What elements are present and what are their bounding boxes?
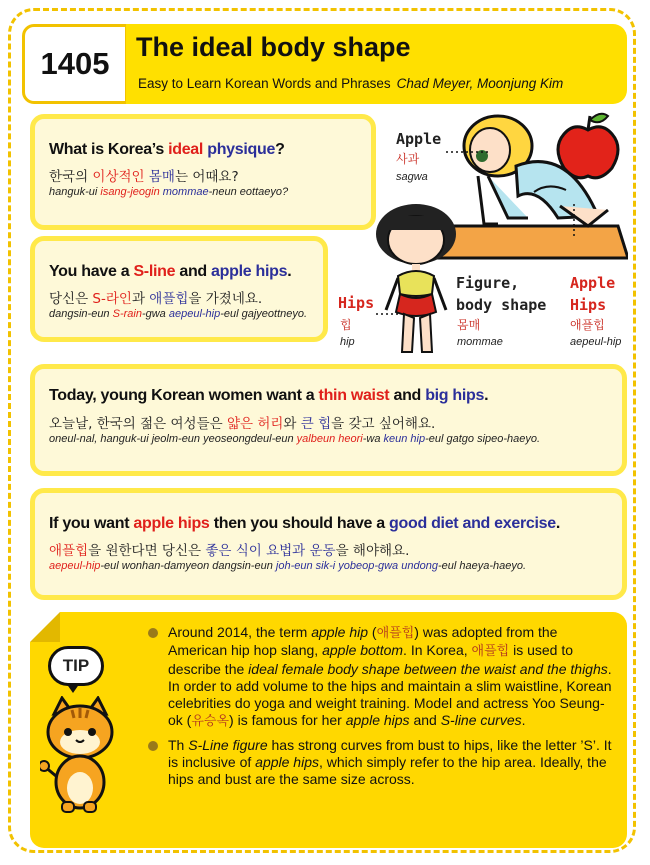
apple-illustration [558, 114, 618, 178]
tip-paragraph-1 [148, 624, 618, 731]
tip-text-segment: 애플힙 [376, 626, 415, 641]
text-segment: good diet and exercise [389, 515, 556, 532]
text-segment: joh-eun sik-i yobeop-gwa undong [275, 560, 438, 572]
tip-paragraph-1-text [168, 624, 612, 728]
label-apple-hips-rom: aepeul-hip [570, 336, 622, 348]
text-segment: ideal [168, 141, 204, 158]
text-segment: . [484, 387, 489, 404]
tip-paragraph-2-text [168, 737, 612, 788]
text-segment: -neun eottaeyo? [208, 186, 289, 198]
tip-text-segment: apple hips [345, 712, 410, 729]
bullet-icon [148, 628, 158, 638]
text-segment: You have a [49, 263, 134, 280]
text-segment: 얇은 허리 [226, 416, 284, 432]
sentence-romanization [49, 308, 307, 320]
tip-text-segment: ) was adopted from the American hip hop slang, [168, 624, 558, 659]
sentence-romanization [49, 186, 288, 198]
sentence-english [49, 263, 291, 281]
cat-mascot-icon [40, 696, 118, 816]
tip-text-segment: apple hips [255, 754, 319, 771]
sentence-korean [49, 539, 409, 559]
label-hips: Hips [338, 294, 375, 312]
text-segment: -eul gajyeottneyo. [220, 308, 308, 320]
text-segment: ? [275, 141, 285, 158]
text-segment: 오늘날, 한국의 젊은 여성들은 [49, 416, 227, 432]
label-figure: Figure, body shape [456, 274, 547, 314]
label-apple-hips: Apple Hips [570, 274, 616, 314]
label-apple-rom: sagwa [396, 171, 428, 183]
text-segment: . [287, 263, 292, 280]
text-segment: 큰 힙 [300, 416, 332, 432]
label-apple-hips-ko: 애플힙 [570, 318, 605, 332]
text-segment: 애플힙 [49, 543, 89, 559]
text-segment: If you want [49, 515, 134, 532]
girl-illustration [376, 204, 456, 352]
text-segment: S-line [133, 263, 176, 280]
tip-paragraph-2 [148, 737, 618, 789]
text-segment: -eul haeya-haeyo. [437, 560, 527, 572]
tip-text-segment: Th [168, 736, 189, 753]
lesson-number: 1405 [22, 24, 128, 104]
text-segment: -gwa [141, 308, 169, 320]
text-segment: 을 갖고 싶어해요. [331, 416, 436, 432]
sentence-korean [49, 412, 435, 432]
subtitle: Easy to Learn Korean Words and Phrases [138, 76, 391, 91]
header [22, 24, 627, 104]
text-segment: 과 [131, 291, 150, 307]
tip-text-segment: . In order to add volume to the hips and maintain a slim waistline, Korean celebrities do yoga and weight training. Model and actress Yoo Seung-ok ( [168, 660, 612, 729]
label-hips-rom: hip [340, 336, 355, 348]
label-hips-ko: 힙 [340, 318, 352, 332]
title-box [126, 24, 627, 104]
tip-text-segment: ideal female body shape between the waist and the thighs [248, 660, 608, 677]
sentence-korean [49, 165, 239, 185]
tip-text-segment: apple hip [311, 624, 369, 640]
tip-text-segment: , which simply refer to the hip area. Ideally, the hips and bust are the same size across. [168, 754, 607, 788]
text-segment: oneul-nal, hanguk-ui jeolm-eun yeoseongdeul-eun [49, 433, 297, 445]
text-segment: What is Korea’s [49, 141, 169, 158]
label-apple: Apple [396, 130, 442, 148]
sentence-korean [49, 287, 262, 307]
sentence-english [49, 141, 285, 159]
text-segment: 을 원한다면 당신은 [88, 543, 206, 559]
label-apple-ko: 사과 [396, 152, 420, 166]
text-segment: 을 가졌네요. [188, 291, 263, 307]
text-segment: apple hips [133, 515, 210, 532]
sentence-card-3 [30, 364, 627, 476]
text-segment: dangsin-eun [49, 308, 113, 320]
authors: Chad Meyer, Moonjung Kim [396, 76, 564, 91]
text-segment: keun hip [383, 433, 426, 445]
text-segment: then you should have a [209, 515, 390, 532]
sentence-card-1 [30, 114, 376, 230]
text-segment: and [389, 387, 426, 404]
text-segment: S-라인 [92, 291, 132, 307]
tip-text-segment: S-Line figure [188, 736, 268, 753]
text-segment: -eul gatgo sipeo-haeyo. [425, 433, 541, 445]
page-curl-corner [30, 612, 60, 642]
tip-text-segment: and [409, 712, 441, 729]
tip-text-segment: Around 2014, the term [168, 624, 312, 640]
sentence-english [49, 515, 560, 533]
subtitle-line [138, 76, 563, 91]
yoga-mat-illustration [434, 226, 628, 258]
sentence-card-2 [30, 236, 328, 342]
text-segment: isang-jeogin [100, 186, 160, 198]
text-segment: thin waist [318, 387, 390, 404]
text-segment: 몸매 [148, 169, 175, 185]
tip-text-segment: S-line curves [440, 712, 522, 729]
bullet-icon [148, 741, 158, 751]
text-segment: big hips [425, 387, 485, 404]
text-segment: 와 [283, 416, 301, 432]
sentence-english [49, 387, 488, 405]
tip-text-segment: has strong curves from bust to hips, like the letter ’S’. It is inclusive of [168, 736, 612, 771]
text-segment: physique [207, 141, 276, 158]
text-segment: apple hips [211, 263, 288, 280]
tip-text-segment: 애플힙 [471, 644, 510, 660]
label-figure-rom: mommae [457, 336, 503, 348]
text-segment: . [555, 515, 560, 532]
text-segment: Today, young Korean women want a [49, 387, 319, 404]
text-segment: aepeul-hip [49, 560, 101, 572]
tip-panel [30, 612, 627, 848]
sentence-romanization [49, 433, 540, 445]
text-segment: -eul wonhan-damyeon dangsin-eun [100, 560, 276, 572]
page-title: The ideal body shape [136, 32, 411, 62]
tip-text-segment: apple bottom [322, 642, 404, 659]
text-segment: 을 해야해요. [335, 543, 410, 559]
tip-text-segment: is used to describe the [168, 642, 574, 677]
text-segment: 한국의 [49, 169, 93, 185]
sentence-romanization [49, 560, 526, 572]
text-segment: mommae [162, 186, 209, 198]
text-segment: 좋은 식이 요법과 운동 [205, 543, 336, 559]
tip-text-segment: . In Korea, [403, 642, 472, 659]
text-segment: yalbeun heori [296, 433, 363, 445]
tip-badge: TIP [48, 646, 104, 686]
text-segment: aepeul-hip [168, 308, 221, 320]
text-segment: 이상적인 [92, 169, 145, 185]
text-segment: -wa [362, 433, 384, 445]
text-segment: and [175, 263, 212, 280]
tip-text-segment: ( [368, 624, 377, 640]
text-segment: 애플힙 [149, 291, 189, 307]
tip-text-segment: ) is famous for her [229, 712, 346, 729]
tip-text [148, 624, 618, 795]
label-figure-ko: 몸매 [457, 318, 481, 332]
tip-text-segment: . [521, 712, 526, 729]
text-segment: 는 어때요? [174, 169, 239, 185]
text-segment: 당신은 [49, 291, 93, 307]
text-segment: hanguk-ui [49, 186, 101, 198]
sentence-card-4 [30, 488, 627, 600]
text-segment: S-rain [112, 308, 142, 320]
tip-text-segment: 유승옥 [191, 714, 230, 730]
tip-badge-tail [66, 683, 80, 693]
